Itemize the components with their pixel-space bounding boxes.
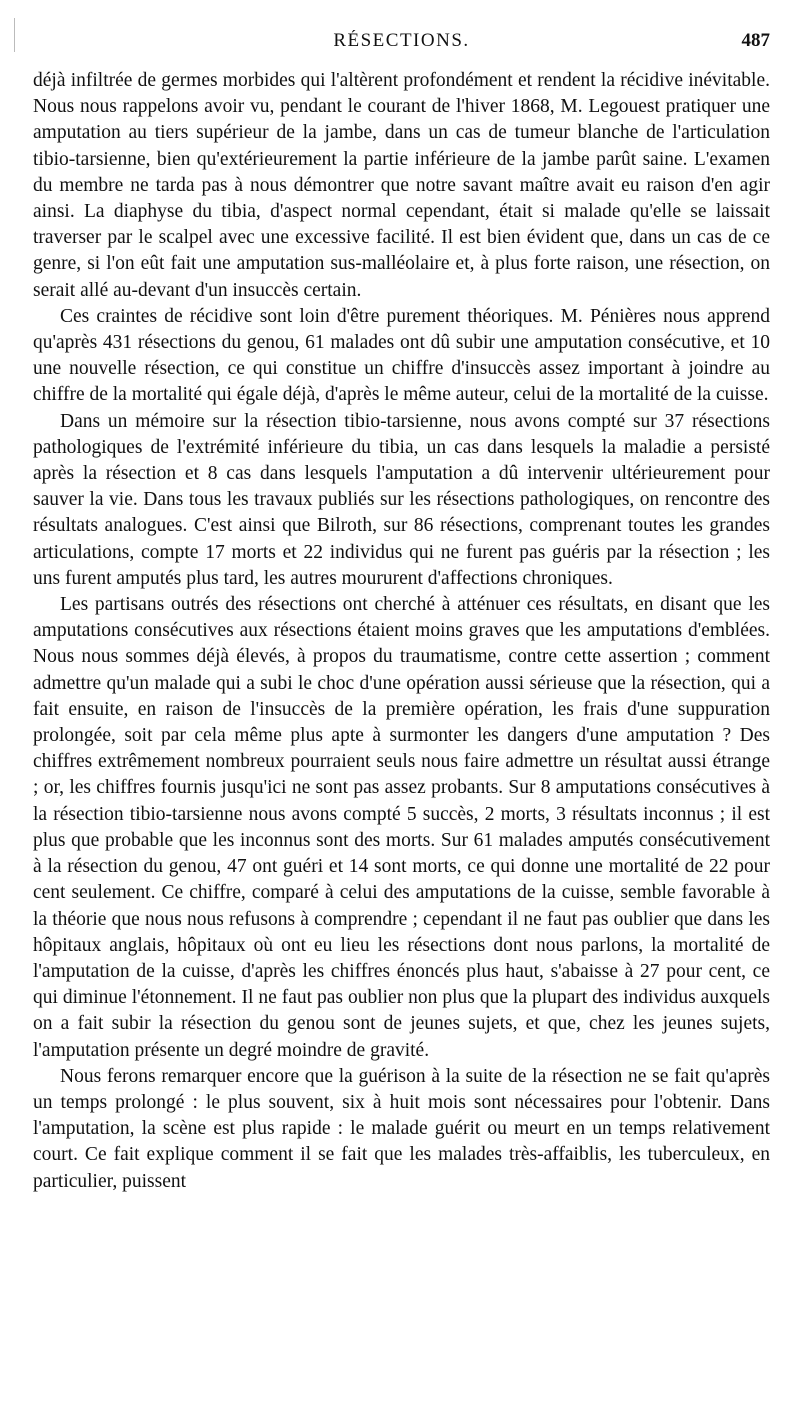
book-page [33, 30, 770, 1400]
page-number: 487 [741, 30, 770, 51]
paragraph: Dans un mémoire sur la résection tibio-tarsienne, nous avons compté sur 37 résections pathologiques de l'extrémité inférieure du tibia, un cas dans lesquels la maladie a persisté après la résection et 8 cas dans lesquels l'amputation a dû intervenir ultérieurement pour sauver la vie. Dans tous les travaux publiés sur les résections pathologiques, on rencontre des résultats analogues. C'est ainsi que Bilroth, sur 86 résections, comprenant toutes les grandes articulations, compte 17 morts et 22 individus qui ne furent pas guéris par la résection ; les uns furent amputés plus tard, les autres moururent d'affections chroniques. [33, 410, 770, 589]
paragraph: Nous ferons remarquer encore que la guérison à la suite de la résection ne se fait qu'après un temps prolongé : le plus souvent, six à huit mois sont nécessaires pour l'obtenir. Dans l'amputation, la scène est plus rapide : le malade guérit ou meurt en un temps relativement court. Ce fait explique comment il se fait que les malades très-affaiblis, les tuberculeux, en particulier, puissent [33, 1065, 770, 1192]
page-header [33, 30, 770, 62]
paragraph: Les partisans outrés des résections ont cherché à atténuer ces résultats, en disant que les amputations consécutives aux résections étaient moins graves que les amputations d'emblées. Nous nous sommes déjà élevés, à propos du traumatisme, contre cette assertion ; comment admettre qu'un malade qui a subi le choc d'une opération aussi sérieuse que la résection, qui a fait ensuite, en raison de l'insuccès de la première opération, les frais d'une suppuration prolongée, soit par cela même plus apte à surmonter les dangers d'une amputation ? Des chiffres extrêmement nombreux pourraient seuls nous faire admettre un résultat aussi étrange ; or, les chiffres fournis jusqu'ici ne sont pas assez probants. Sur 8 amputations consécutives à la résection tibio-tarsienne nous avons compté 5 succès, 2 morts, 3 résultats inconnus ; il est plus que probable que les inconnus sont des morts. Sur 61 malades amputés consécutivement à la résection du genou, 47 ont guéri et 14 sont morts, ce qui donne une mortalité de 22 pour cent seulement. Ce chiffre, comparé à celui des amputations de la cuisse, semble favorable à la théorie que nous nous refusons à comprendre ; cependant il ne faut pas oublier que dans les hôpitaux anglais, hôpitaux où ont eu lieu les résections dont nous parlons, la mortalité de l'amputation de la cuisse, d'après les chiffres énoncés plus haut, s'abaisse à 27 pour cent, ce qui diminue l'étonnement. Il ne faut pas oublier non plus que la plupart des individus auxquels on a fait subir la résection du genou sont de jeunes sujets, et que, chez les jeunes sujets, l'amputation présente un degré moindre de gravité. [33, 594, 770, 1061]
paragraph: Ces craintes de récidive sont loin d'être purement théoriques. M. Pénières nous apprend qu'après 431 résections du genou, 61 malades ont dû subir une amputation consécutive, et 10 une nouvelle résection, ce qui constitue un chiffre d'insuccès assez important à joindre au chiffre de la mortalité qui égale déjà, d'après le même auteur, celui de la mortalité de la cuisse. [33, 305, 770, 406]
running-head: RÉSECTIONS. [333, 30, 470, 51]
paragraph: déjà infiltrée de germes morbides qui l'altèrent profondément et rendent la récidive inévitable. Nous nous rappelons avoir vu, pendant le courant de l'hiver 1868, M. Legouest pratiquer une amputation au tiers supérieur de la jambe, dans un cas de tumeur blanche de l'articulation tibio-tarsienne, bien qu'extérieurement la partie inférieure de la jambe parût saine. L'examen du membre ne tarda pas à nous démontrer que notre savant maître avait eu raison d'en agir ainsi. La diaphyse du tibia, d'aspect normal cependant, était si malade qu'elle se laissait traverser par le scalpel avec une excessive facilité. Il est bien évident que, dans un cas de ce genre, si l'on eût fait une amputation sus-malléolaire et, à plus forte raison, une résection, on serait allé au-devant d'un insuccès certain. [33, 70, 770, 301]
margin-mark [14, 18, 15, 52]
body-text [33, 68, 770, 1195]
